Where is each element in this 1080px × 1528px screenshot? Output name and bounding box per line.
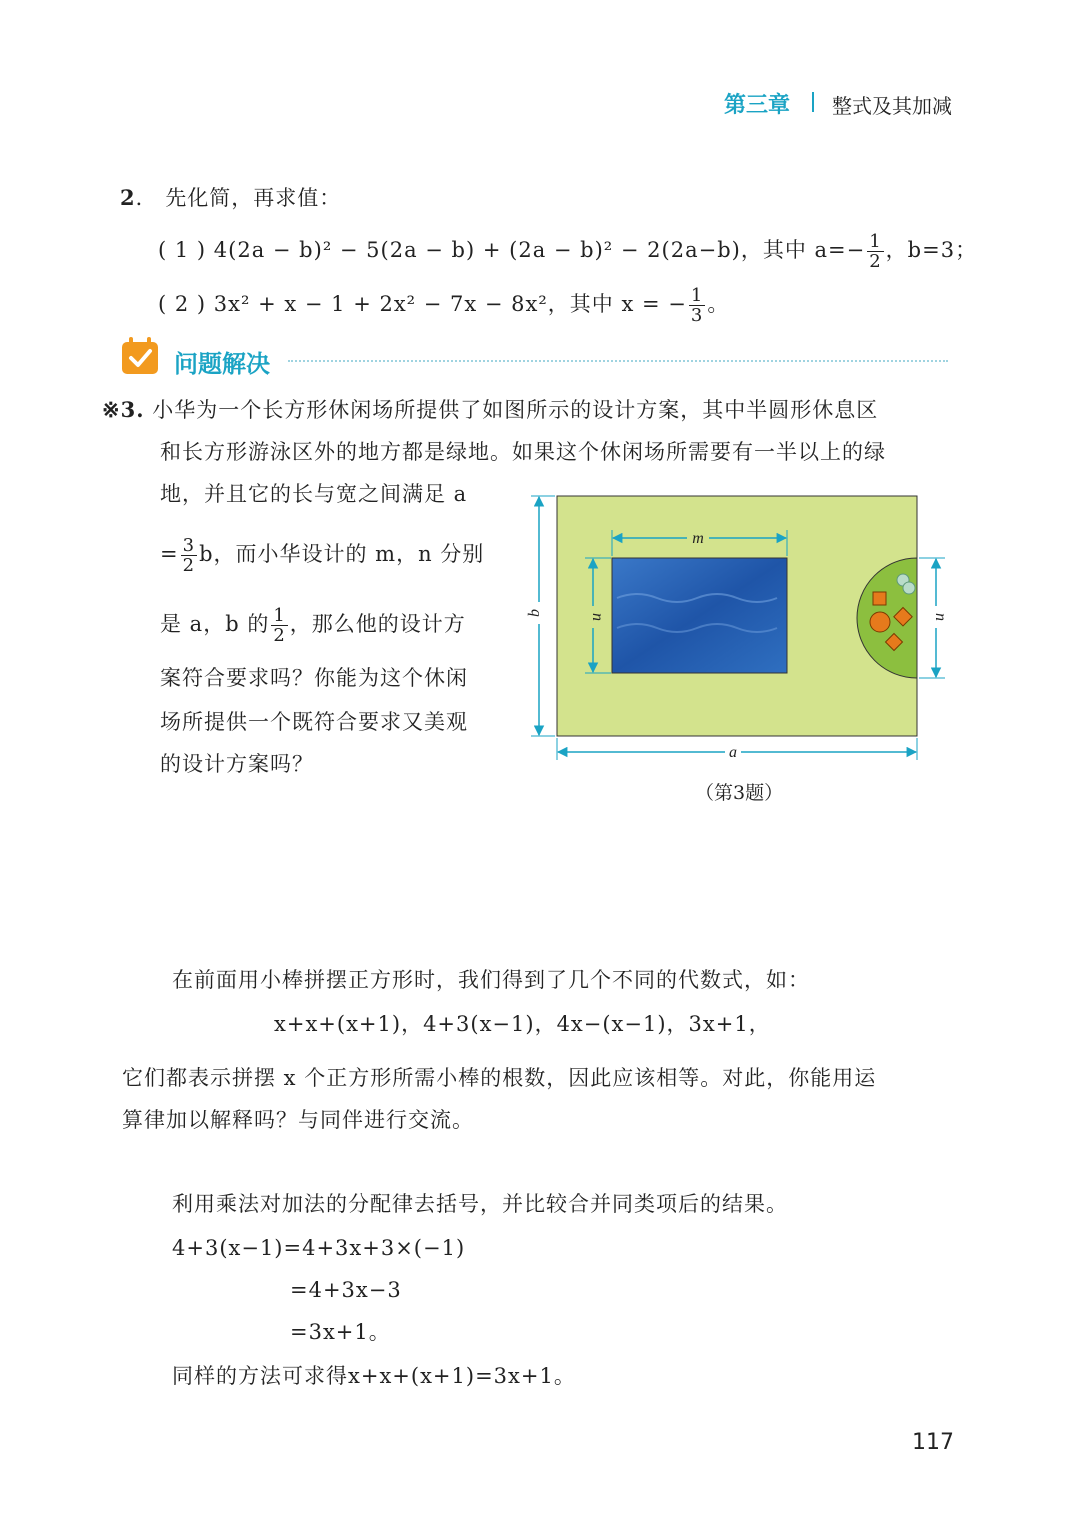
explanation-formula: x+x+(x+1)，4+3(x−1)，4x−(x−1)，3x+1， — [274, 1012, 771, 1036]
fraction: $\frac{1}{2}$ — [273, 605, 286, 646]
label-m: m — [692, 530, 704, 547]
exercise-3-line-7: 场所提供一个既符合要求又美观 — [160, 710, 468, 734]
derivation-step-2: =4+3x−3 — [290, 1278, 402, 1302]
part-expression: 4(2a − b)² − 5(2a − b) + (2a − b)² − 2(2a−b)，其中 a=− — [213, 238, 866, 262]
section-title: 问题解决 — [174, 350, 270, 378]
figure-caption: （第3题） — [695, 782, 784, 804]
fraction: $\frac{3}{2}$ — [182, 535, 196, 576]
part-tail: 。 — [707, 292, 730, 316]
part-expression: 3x² + x − 1 + 2x² − 7x − 8x²，其中 x = − — [213, 292, 687, 316]
fraction: $\frac{1}{2}$ — [869, 231, 882, 272]
exercise-3-line-1 — [102, 396, 878, 424]
exercise-2-prompt: 2． 先化简，再求值： — [120, 185, 342, 210]
exercise-number: ※3. — [102, 397, 145, 422]
derivation-step-3: =3x+1。 — [290, 1320, 391, 1344]
explanation-p2a: 它们都表示拼摆 x 个正方形所需小棒的根数，因此应该相等。对此，你能用运 — [122, 1066, 877, 1090]
part-label: ( 2 ) — [158, 292, 207, 316]
header-divider — [812, 92, 814, 112]
part-tail: ，b=3； — [885, 238, 978, 262]
label-n-left: n — [589, 613, 606, 621]
part-label: ( 1 ) — [158, 238, 207, 262]
pool-area — [612, 558, 787, 673]
exercise-number: 2 — [120, 185, 136, 210]
explanation-p3: 利用乘法对加法的分配律去括号，并比较合并同类项后的结果。 — [172, 1192, 788, 1216]
explanation-p2b: 算律加以解释吗？与同伴进行交流。 — [122, 1108, 474, 1132]
text: 小华为一个长方形休闲场所提供了如图所示的设计方案，其中半圆形休息区 — [152, 398, 879, 422]
fraction: $\frac{1}{3}$ — [690, 285, 704, 326]
label-n-right: n — [932, 613, 949, 621]
design-figure — [526, 488, 949, 778]
exercise-prompt-text: 先化简，再求值： — [165, 186, 342, 210]
exercise-3-line-6: 案符合要求吗？你能为这个休闲 — [160, 666, 468, 690]
explanation-p4: 同样的方法可求得x+x+(x+1)=3x+1。 — [172, 1364, 576, 1388]
exercise-2-part-1 — [158, 232, 977, 271]
chapter-title: 整式及其加减 — [832, 94, 952, 118]
exercise-3-line-3: 地，并且它的长与宽之间满足 a — [160, 482, 468, 506]
explanation-p1: 在前面用小棒拼摆正方形时，我们得到了几个不同的代数式，如： — [172, 968, 810, 992]
exercise-3-line-5: 是 a，b 的 $\frac{1}{2}$ ，那么他的设计方 — [160, 605, 466, 646]
page-number: 117 — [912, 1430, 954, 1455]
label-a: a — [729, 744, 737, 761]
exercise-3-line-8: 的设计方案吗？ — [160, 752, 314, 776]
label-b: b — [526, 609, 543, 617]
exercise-3-line-4: = $\frac{3}{2}$ b，而小华设计的 m，n 分别 — [160, 535, 485, 576]
exercise-2-part-2 — [158, 286, 729, 325]
derivation-step-1: 4+3(x−1)=4+3x+3×(−1) — [172, 1236, 466, 1260]
section-divider — [288, 360, 948, 362]
calendar-check-icon — [120, 336, 160, 376]
chapter-label: 第三章 — [724, 93, 791, 118]
exercise-3-line-2: 和长方形游泳区外的地方都是绿地。如果这个休闲场所需要有一半以上的绿 — [160, 440, 886, 464]
